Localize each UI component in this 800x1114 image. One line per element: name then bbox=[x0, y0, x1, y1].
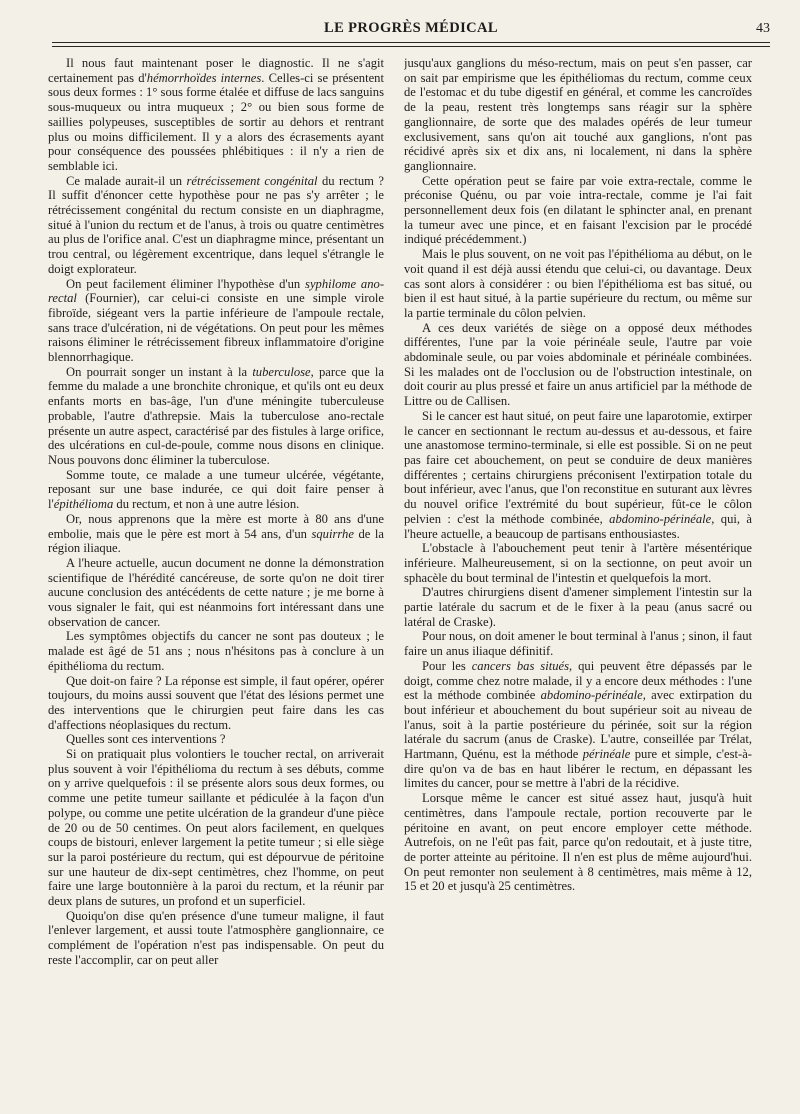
paragraph bbox=[404, 585, 752, 629]
italic-term: cancers bas situés bbox=[471, 658, 569, 673]
italic-term: hémorrhoïdes internes bbox=[146, 70, 262, 85]
text-run: Si on pratiquait plus volontiers le toucher rectal, on arriverait plus souvent à voir l'épithélioma du rectum à ses débuts, comme on y arrive quelquefois : il se présente alors sous deux formes, ou comme une petite tumeur saillante et pédiculée à la façon d'un polype, ou comme une petite ulcération de la grandeur d'une pièce de 20 ou de 50 centimes. On peut alors facilement, en quelques coups de bistouri, enlever largement la petite tumeur ; si elle siège sur la paroi postérieure du rectum, qui est dépourvue de péritoine sur une hauteur de dix-sept centimètres, chez l'homme, on peut faire une large boutonnière à la paroi du rectum, et la réunir par deux plans de sutures, un profond et un superficiel. bbox=[48, 747, 384, 909]
paragraph bbox=[48, 468, 384, 512]
text-run: Il nous faut maintenant poser le diagnostic. Il ne s'agit certainement pas d' bbox=[48, 56, 384, 85]
text-run: du rectum ? Il suffit d'énoncer cette hypothèse pour ne pas s'y arrêter ; le rétrécissement congénital du rectum consiste en un diaphragme, situé à l'union du rectum et de l'anus, à trois ou quatre centimètres au plus de l'orifice anal. C'est un diaphragme mince, présentant un trou central, ou légèrement excentrique, dans lequel s'étrangle le doigt explorateur. bbox=[48, 173, 384, 276]
paragraph bbox=[404, 247, 752, 321]
text-run: . Celles-ci se présentent sous deux formes : 1° sous forme étalée et diffuse de lacs sanguins sous-muqueux ou intra muqueux ; 2° ou bien sous forme de saillies polypeuses, susceptibles de sortir au dehors et rentrant plus ou moins difficilement. Il y a alors des écrasements ayant pour conséquence des poussées phlébitiques : il n'y a rien de semblable ici. bbox=[48, 70, 384, 173]
page-header bbox=[52, 18, 770, 40]
paragraph bbox=[48, 512, 384, 556]
text-run: du rectum, et non à une autre lésion. bbox=[113, 497, 300, 512]
paragraph bbox=[48, 629, 384, 673]
paragraph bbox=[48, 909, 384, 968]
text-run: Pour les bbox=[422, 658, 472, 673]
running-title: LE PROGRÈS MÉDICAL bbox=[324, 20, 498, 36]
header-rule-thin bbox=[52, 46, 770, 47]
text-run: Or, nous apprenons que la mère est morte à 80 ans d'une embolie, mais que le père est mort à 54 ans, d'un bbox=[48, 511, 384, 541]
text-run: Somme toute, ce malade a une tumeur ulcérée, végétante, reposant sur une base indurée, ce qui doit faire penser à l' bbox=[48, 467, 384, 512]
paragraph bbox=[48, 556, 384, 630]
italic-term: squirrhe bbox=[311, 526, 354, 541]
paragraph bbox=[48, 277, 384, 365]
paragraph bbox=[48, 365, 384, 468]
left-column bbox=[48, 56, 384, 1106]
text-run: , qui peuvent être dépassés par le doigt, comme chez notre malade, il y a encore deux méthodes : l'une est la méthode combinée bbox=[404, 658, 752, 703]
text-run: Quelles sont ces interventions ? bbox=[66, 732, 226, 747]
right-column bbox=[404, 56, 752, 1106]
italic-term: abdomino-périnéale bbox=[609, 511, 712, 526]
text-run: Que doit-on faire ? La réponse est simple, il faut opérer, opérer toujours, du moins aussi souvent que l'état des lésions permet une des interventions que le chirurgien peut faire dans les cas d'affections néoplasiques du rectum. bbox=[48, 673, 384, 732]
italic-term: syphilome ano-rectal bbox=[48, 276, 384, 306]
paragraph bbox=[404, 321, 752, 409]
text-run: Pour nous, on doit amener le bout terminal à l'anus ; sinon, il faut faire un anus iliaque définitif. bbox=[404, 629, 752, 659]
text-run: , qui, à l'heure actuelle, a beaucoup de partisans enthousiastes. bbox=[404, 511, 752, 541]
text-run: jusqu'aux ganglions du méso-rectum, mais on peut s'en passer, car on sait par empirisme que les épithéliomas du rectum, comme ceux de l'estomac et du tube digestif en général, et comme les cancroïdes de la peau, restent très longtemps sans réagir sur la sphère ganglionnaire, de sorte que des malades opérés de leur tumeur exclusivement, sans qu'on ait touché aux ganglions, n'ont pas récidivé après six et dix ans, ni localement, ni dans la sphère ganglionnaire. bbox=[404, 56, 752, 173]
italic-term: épithélioma bbox=[53, 497, 114, 512]
header-rule bbox=[52, 42, 770, 43]
italic-term: tuberculose bbox=[252, 364, 311, 379]
text-run: On peut facilement éliminer l'hypothèse d'un bbox=[66, 276, 306, 291]
paragraph bbox=[404, 541, 752, 585]
text-run: On pourrait songer un instant à la bbox=[66, 364, 253, 379]
text-run: Mais le plus souvent, on ne voit pas l'épithélioma au début, on le voit quand il est déjà aussi étendu que celui-ci, ou davantage. Deux cas sont alors à considérer : ou bien l'épithélioma est bas situé, ou bien il est haut situé, à la partie supérieure du rectum, ou même sur la partie terminale du côlon pelvien. bbox=[404, 247, 752, 320]
text-run: A l'heure actuelle, aucun document ne donne la démonstration scientifique de l'hérédité cancéreuse, de sorte qu'on ne doit tirer aucune conclusion des antécédents de cette nature ; je me borne à vous signaler le fait, qui est néanmoins fort intéressant dans une observation de cancer. bbox=[48, 555, 384, 629]
page-number: 43 bbox=[756, 21, 770, 36]
paragraph bbox=[48, 674, 384, 733]
paragraph bbox=[48, 56, 384, 174]
text-run: pure et simple, c'est-à-dire qu'on va de bas en haut libérer le rectum, en dépassant les limites du cancer, pour se mettre à l'abri de la récidive. bbox=[404, 747, 752, 791]
text-run: Cette opération peut se faire par voie extra-rectale, comme le préconise Quénu, ou par voie intra-rectale, comme je l'ai fait personnellement deux fois (en dilatant le sphincter anal, en prenant la tumeur avec une pince, et en faisant l'excision par le procédé indiqué précédemment.) bbox=[404, 173, 752, 247]
paragraph bbox=[48, 732, 384, 747]
italic-term: périnéale bbox=[582, 747, 631, 762]
text-run: Quoiqu'on dise qu'en présence d'une tumeur maligne, il faut l'enlever largement, et aussi toute l'atmosphère ganglionnaire, ce complément de l'opération n'est pas indispensable. On peut du reste l'accomplir, car on peut aller bbox=[48, 908, 384, 967]
paragraph bbox=[404, 659, 752, 791]
text-run: Les symptômes objectifs du cancer ne sont pas douteux ; le malade est âgé de 51 ans ; nous n'hésitons pas à conclure à un épithélioma du rectum. bbox=[48, 629, 384, 673]
paragraph bbox=[404, 629, 752, 658]
text-run: , avec extirpation du bout inférieur et abouchement du bout supérieur soit au niveau de l'anus, soit à la partie postérieure du périnée, soit sur la région latérale du sacrum (anus de Craske). L'autre, conseillée par Trélat, Hartmann, Quénu, est la méthode bbox=[404, 688, 752, 762]
text-run: Ce malade aurait-il un bbox=[66, 173, 187, 188]
text-run: de la région iliaque. bbox=[48, 526, 384, 556]
paragraph bbox=[404, 174, 752, 248]
text-run: Lorsque même le cancer est situé assez haut, jusqu'à huit centimètres, dans l'ampoule rectale, portion recouverte par le péritoine en avant, on peut encore employer cette méthode. Autrefois, on ne l'eût pas fait, parce qu'on redoutait, et à juste titre, de porter atteinte au péritoine. Il n'en est plus de même aujourd'hui. On peut remonter non seulement à 8 centimètres, mais même à 12, 15 et 20 et jusqu'à 25 centimètres. bbox=[404, 791, 752, 894]
text-run: D'autres chirurgiens disent d'amener simplement l'intestin sur la partie latérale du sacrum et de le fixer à la peau (anus sacré ou latéral de Craske). bbox=[404, 585, 752, 629]
paragraph bbox=[404, 409, 752, 541]
text-run: (Fournier), car celui-ci consiste en une simple virole fibroïde, siégeant vers la partie inférieure de l'ampoule rectale, sans trace d'ulcération, ni de végétations. On peut pour les mêmes raisons éliminer le rétrécissement fibreux inflammatoire d'origine blennorrhagique. bbox=[48, 291, 384, 365]
text-run: , parce que la femme du malade a une bronchite chronique, et qu'ils ont eu deux enfants morts en bas-âge, l'un d'une méningite tuberculeuse probable, l'autre d'athrepsie. Mais la tuberculose ano-rectale présente un autre aspect, caractérisé par des fistules à large orifice, des ulcérations en cul-de-poule, comme nous disons en clinique. Nous pouvons donc éliminer la tuberculose. bbox=[48, 364, 384, 467]
text-run: Si le cancer est haut situé, on peut faire une laparotomie, extirper le cancer en sectionnant le rectum au-dessus et au-dessous, et faire une anastomose termino-terminale, si elle est possible. Si on ne peut pas faire cet abouchement, on peut se conduire de deux manières différentes ; certains chirurgiens préconisent l'extirpation totale du bout inférieur, avec l'anus, que l'on reconstitue en suturant aux lèvres du nouvel orifice l'extrémité du bout supérieur, fût-ce le côlon pelvien : c'est la méthode combinée, bbox=[404, 408, 752, 526]
italic-term: rétrécissement congénital bbox=[186, 173, 318, 188]
paragraph bbox=[48, 174, 384, 277]
paragraph bbox=[404, 791, 752, 894]
text-run: L'obstacle à l'abouchement peut tenir à l'artère mésentérique inférieure. Malheureusement, si on la sectionne, on peut avoir un sphacèle du bout terminal de l'intestin et quelquefois la mort. bbox=[404, 541, 752, 585]
text-run: A ces deux variétés de siège on a opposé deux méthodes différentes, l'une par la voie périnéale seule, l'autre par voie abdominale seule, ou par voies abdominale et périnéale combinées. Si les malades ont de l'occlusion ou de l'obstruction intestinale, on doit courir au plus pressé et faire un anus artificiel par la méthode de Littre ou de Callisen. bbox=[404, 320, 752, 409]
italic-term: abdomino-périnéale bbox=[540, 688, 643, 703]
paragraph bbox=[404, 56, 752, 174]
paragraph bbox=[48, 747, 384, 909]
